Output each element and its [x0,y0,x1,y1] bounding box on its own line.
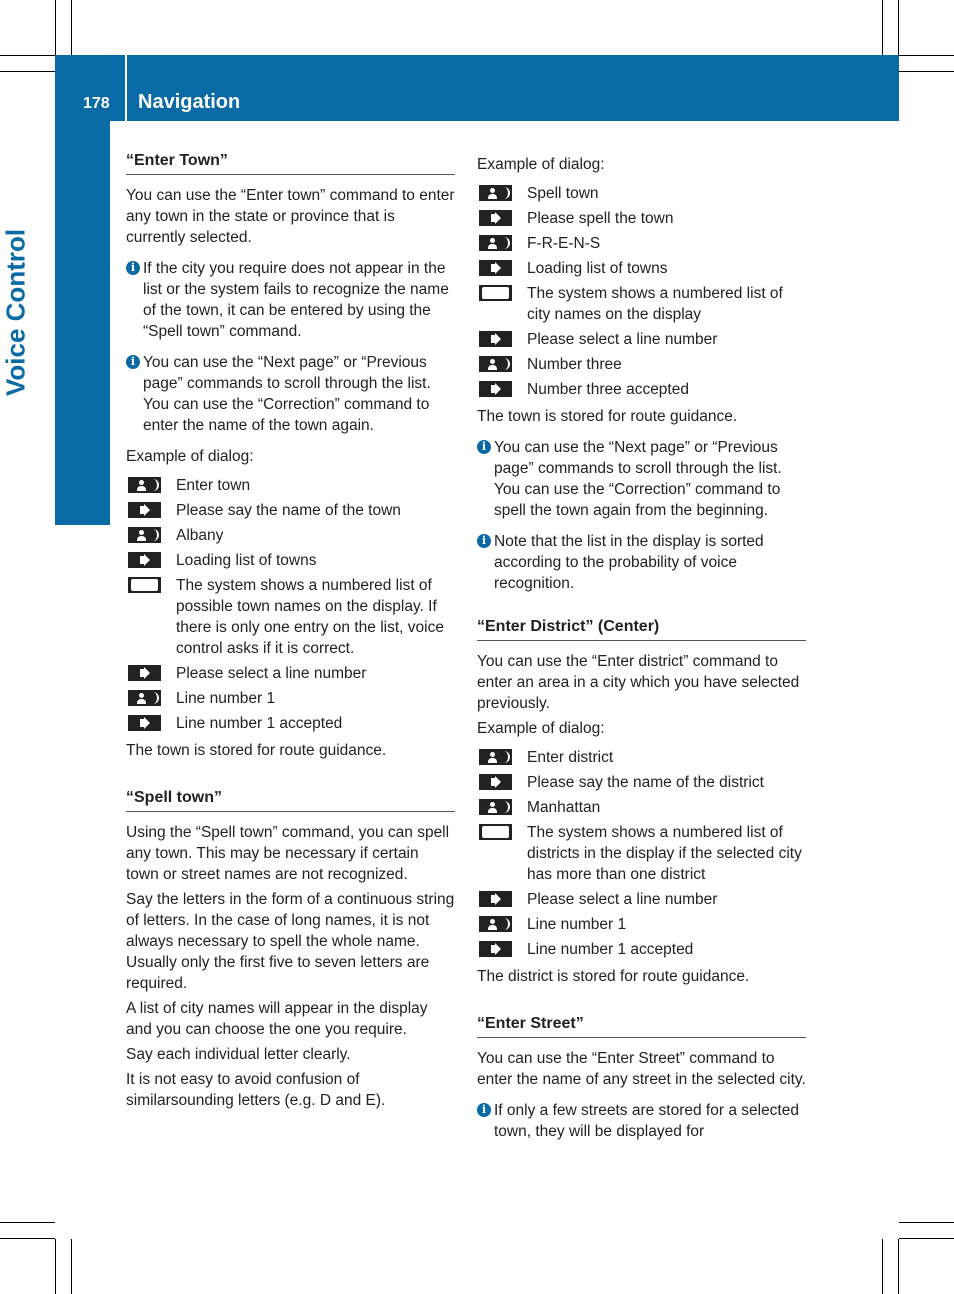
info-note: i You can use the “Next page” or “Previous page” commands to scroll through the list. You can use the “Correction” command to enter the name of the town again. [126,352,455,436]
page-number: 178 [83,95,110,112]
info-icon: i [126,261,140,275]
crop-mark [0,55,55,56]
user-speaks-icon [128,477,161,493]
dialog-line [477,258,806,279]
section-heading-enter-street: “Enter Street” [477,1013,806,1038]
dialog-line [126,475,455,496]
dialog-text: Enter district [527,749,614,766]
dialog-text: Please select a line number [176,665,367,682]
paragraph: Say each individual letter clearly. [126,1046,351,1063]
system-speaks-icon [479,331,512,347]
display-icon [479,824,512,840]
dialog-list [477,747,806,960]
crop-mark [898,1239,899,1294]
dialog-text: Line number 1 accepted [176,715,343,732]
example-label: Example of dialog: [477,156,605,173]
dialog-line [477,797,806,818]
dialog-text: Please spell the town [527,210,674,227]
user-speaks-icon [128,527,161,543]
user-speaks-icon [479,799,512,815]
dialog-line [477,914,806,935]
user-speaks-icon [479,235,512,251]
system-speaks-icon [479,891,512,907]
paragraph: You can use the “Enter town” command to enter any town in the state or province that is currently selected. [126,187,455,246]
display-icon [128,577,161,593]
info-note: i Note that the list in the display is sorted according to the probability of voice recognition. [477,531,806,594]
example-label: Example of dialog: [126,448,254,465]
dialog-line [477,889,806,910]
dialog-line [477,183,806,204]
dialog-line [126,663,455,684]
info-note: i If only a few streets are stored for a selected town, they will be displayed for [477,1100,806,1142]
dialog-text: Please select a line number [527,891,718,908]
system-speaks-icon [128,552,161,568]
dialog-line [477,233,806,254]
chapter-title: Navigation [138,91,241,113]
crop-mark [898,0,899,55]
dialog-line [477,772,806,793]
crop-mark [899,71,954,72]
paragraph: Using the “Spell town” command, you can spell any town. This may be necessary if certain town or street names are not recognized. [126,824,450,883]
dialog-line [126,713,455,734]
crop-mark [71,0,72,55]
crop-mark [55,0,56,55]
system-speaks-icon [479,774,512,790]
dialog-line [477,822,806,885]
paragraph: A list of city names will appear in the display and you can choose the one you require. [126,1000,428,1038]
paragraph: Say the letters in the form of a continuous string of letters. In the case of long names, it is not always necessary to spell the whole name. Usually only the first five to seven letters are required. [126,891,455,992]
side-tab-label: Voice Control [0,228,31,396]
crop-mark [0,1238,55,1239]
crop-mark [0,1222,55,1223]
dialog-text: The system shows a numbered list of city names on the display [527,285,783,323]
dialog-line [477,283,806,325]
dialog-line [126,525,455,546]
user-speaks-icon [479,356,512,372]
paragraph: It is not easy to avoid confusion of similarsounding letters (e.g. D and E). [126,1071,386,1109]
right-column [477,154,806,1152]
display-icon [479,285,512,301]
crop-mark [0,71,55,72]
left-column [126,150,455,1115]
dialog-text: Loading list of towns [527,260,668,277]
dialog-line [477,208,806,229]
dialog-text: The system shows a numbered list of districts in the display if the selected city has more than one district [527,824,802,883]
info-icon: i [477,440,491,454]
crop-mark [899,1222,954,1223]
dialog-text: The system shows a numbered list of possible town names on the display. If there is only one entry on the list, voice control asks if it is correct. [176,577,444,657]
dialog-line [477,354,806,375]
info-icon: i [477,1103,491,1117]
dialog-text: Manhattan [527,799,601,816]
dialog-text: Enter town [176,477,251,494]
dialog-line [126,575,455,659]
page-header [55,55,899,121]
dialog-line [477,329,806,350]
dialog-text: Please select a line number [527,331,718,348]
dialog-line [477,939,806,960]
example-label: Example of dialog: [477,720,605,737]
crop-mark [55,1239,56,1294]
crop-mark [899,1238,954,1239]
dialog-line [126,688,455,709]
user-speaks-icon [128,690,161,706]
dialog-line [126,550,455,571]
dialog-text: Please say the name of the district [527,774,764,791]
dialog-text: Line number 1 [527,916,627,933]
info-note: i If the city you require does not appear in the list or the system fails to recognize the name of the town, it can be entered by using the “Spell town” command. [126,258,455,342]
info-icon: i [126,355,140,369]
system-speaks-icon [128,715,161,731]
system-speaks-icon [128,665,161,681]
paragraph: The town is stored for route guidance. [126,742,387,759]
info-note: i You can use the “Next page” or “Previous page” commands to scroll through the list. You can use the “Correction” command to spell the town again from the beginning. [477,437,806,521]
dialog-text: Loading list of towns [176,552,317,569]
side-tab-bar [55,121,110,525]
section-heading-spell-town: “Spell town” [126,787,455,812]
dialog-text: Spell town [527,185,599,202]
paragraph: You can use the “Enter district” command to enter an area in a city which you have selected previously. [477,653,800,712]
section-heading-enter-town: “Enter Town” [126,150,455,175]
dialog-text: Number three accepted [527,381,689,398]
info-icon: i [477,534,491,548]
dialog-text: Line number 1 [176,690,276,707]
section-heading-enter-district: “Enter District” (Center) [477,616,806,641]
system-speaks-icon [479,941,512,957]
dialog-text: Line number 1 accepted [527,941,694,958]
system-speaks-icon [479,260,512,276]
paragraph: You can use the “Enter Street” command to enter the name of any street in the selected city. [477,1050,806,1088]
paragraph: The district is stored for route guidance. [477,968,750,985]
dialog-list [126,475,455,734]
system-speaks-icon [128,502,161,518]
crop-mark [899,55,954,56]
user-speaks-icon [479,916,512,932]
dialog-line [126,500,455,521]
system-speaks-icon [479,210,512,226]
crop-mark [882,1239,883,1294]
dialog-text: Number three [527,356,622,373]
system-speaks-icon [479,381,512,397]
dialog-line [477,747,806,768]
dialog-line [477,379,806,400]
user-speaks-icon [479,749,512,765]
header-divider [125,55,127,121]
crop-mark [882,0,883,55]
dialog-text: F-R-E-N-S [527,235,601,252]
crop-mark [71,1239,72,1294]
dialog-text: Please say the name of the town [176,502,401,519]
user-speaks-icon [479,185,512,201]
paragraph: The town is stored for route guidance. [477,408,738,425]
dialog-text: Albany [176,527,224,544]
dialog-list [477,183,806,400]
